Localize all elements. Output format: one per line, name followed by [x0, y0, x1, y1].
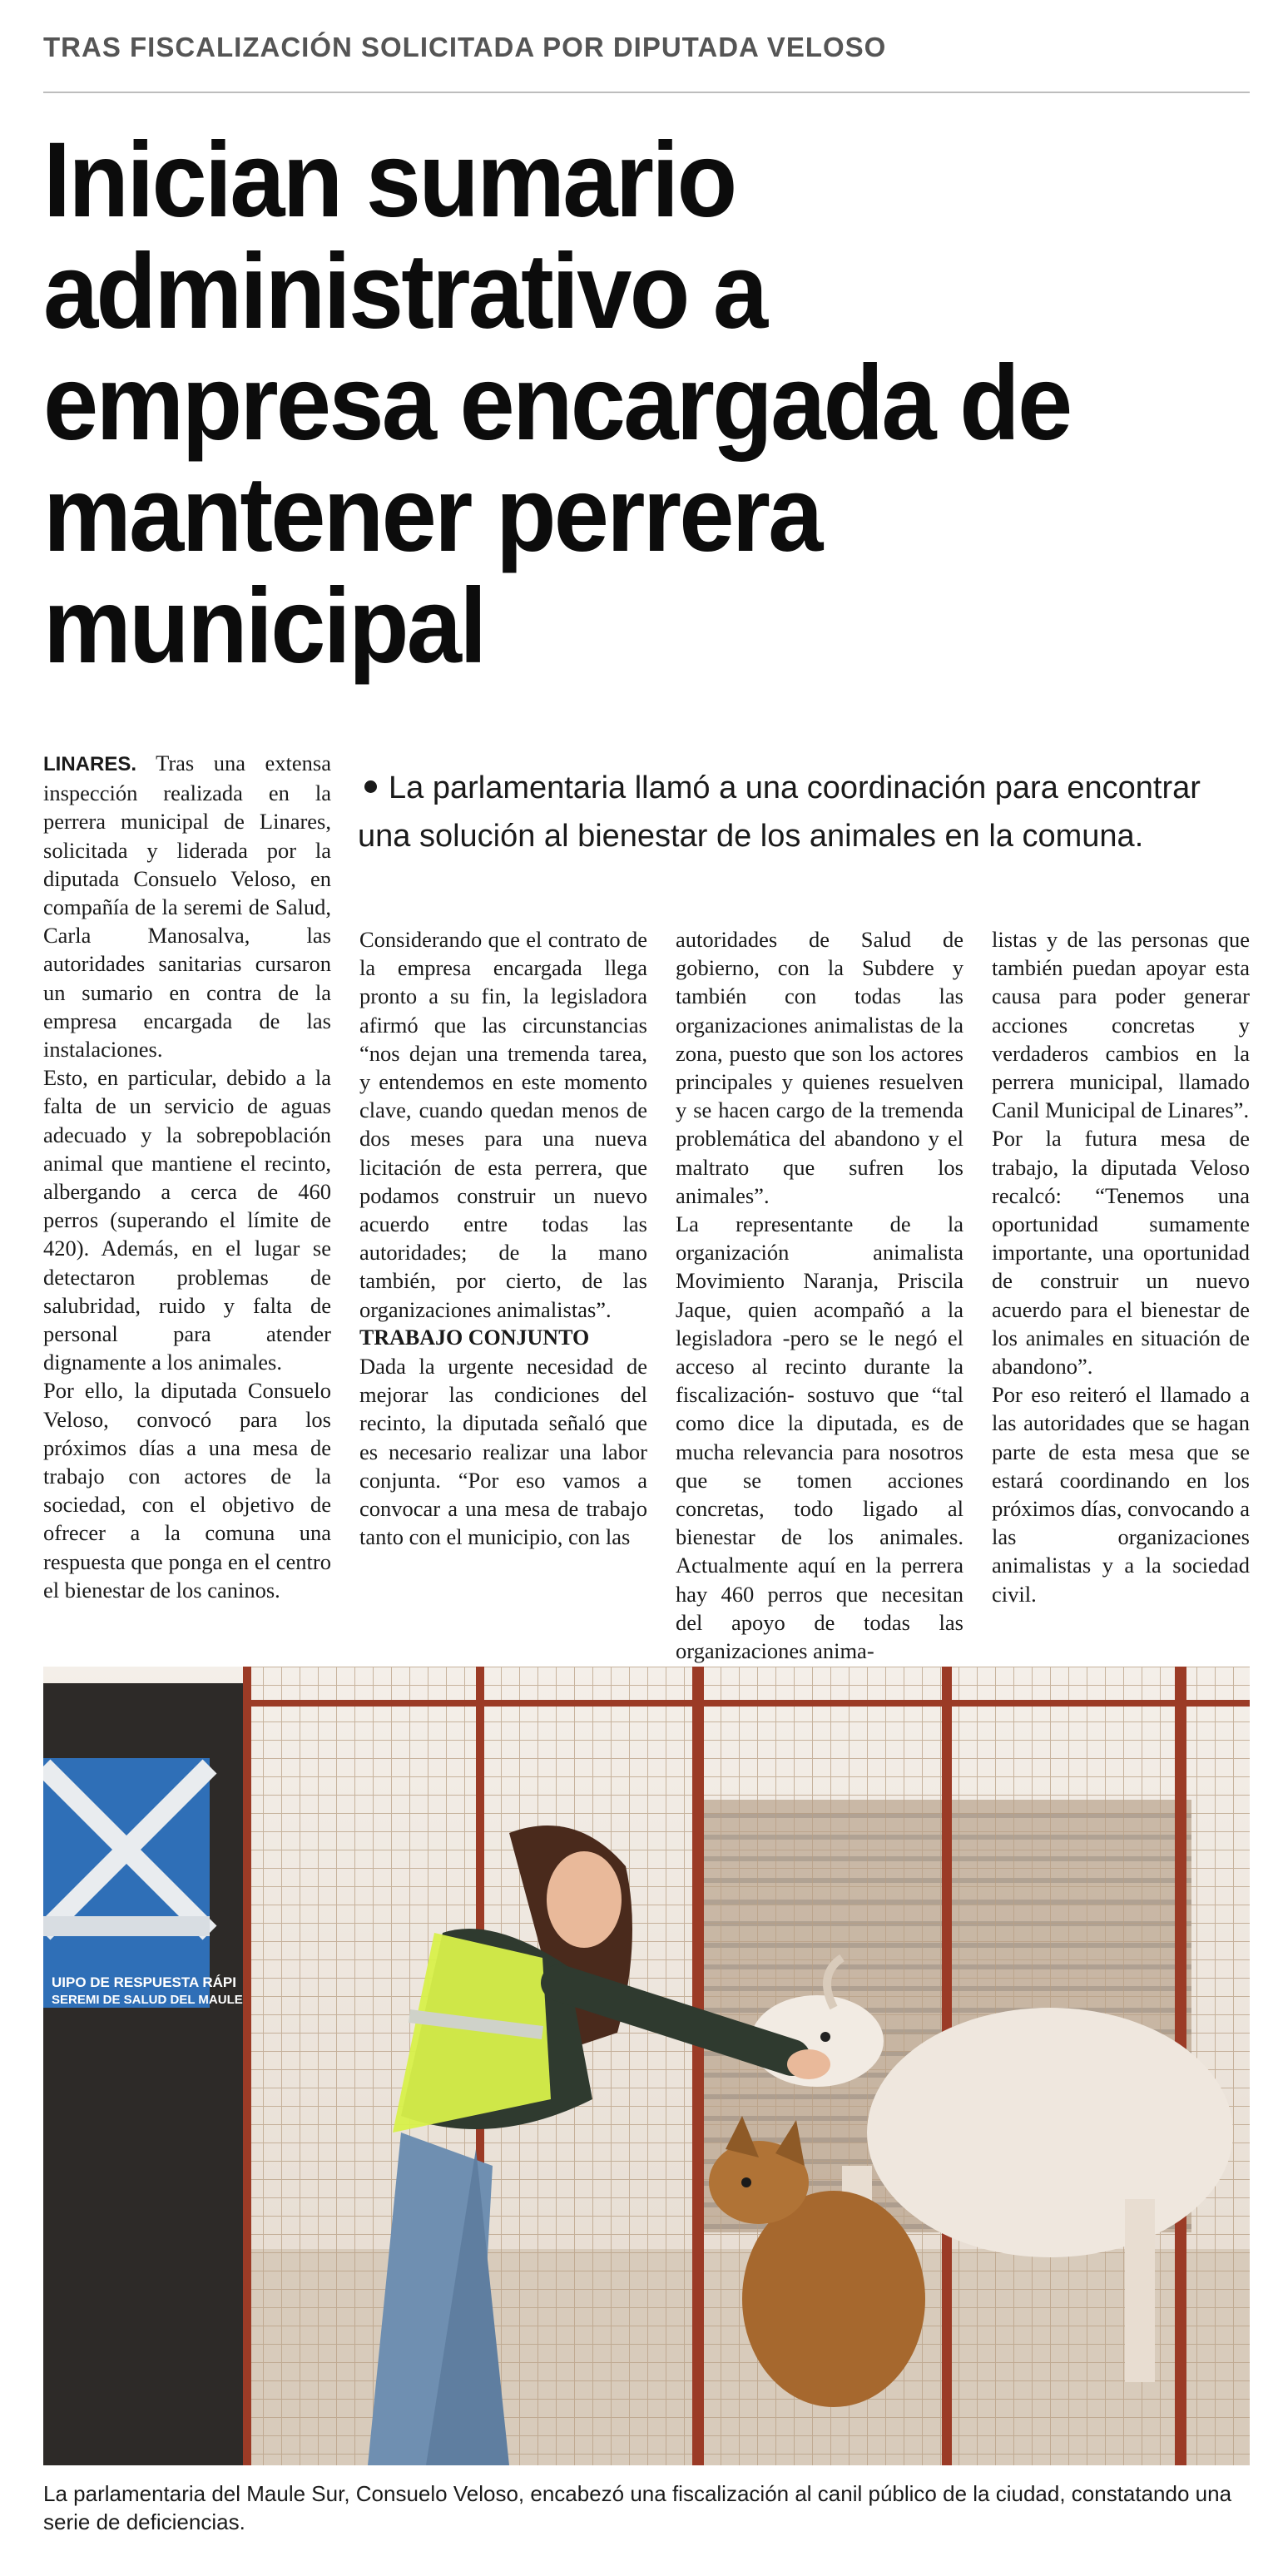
body-column-3 [676, 925, 963, 1665]
vest-text-2: SEREMI DE SALUD DEL MAULE [52, 1993, 243, 2007]
body-column-2 [359, 925, 647, 1551]
subhead: TRABAJO CONJUNTO [359, 1325, 590, 1350]
paragraph: La representante de la organización animalista Movimiento Naranja, Priscila Jaque, quien acompañó a la legisladora -pero se le negó el acceso al recinto durante la fiscalización- sostuvo que “tal como dice la diputada, es de mucha relevancia para nosotros que se tomen acciones concretas, todo ligado al bienestar de los animales. Actualmente aquí en la perrera hay 460 perros que necesitan del apoyo de todas las organizaciones anima- [676, 1211, 963, 1664]
photo-caption: La parlamentaria del Maule Sur, Consuelo Veloso, encabezó una fiscalización al canil público de la ciudad, constatando una serie de deficiencias. [43, 2481, 1232, 2534]
paragraph: listas y de las personas que también puedan apoyar esta causa para poder generar acciones concretas y verdaderos cambios en la perrera municipal, llamado Canil Municipal de Linares”. [992, 927, 1250, 1123]
deck: La parlamentaria llamó a una coordinación para encontrar una solución al bienestar de los animales en la comuna. [358, 770, 1201, 854]
news-photo [43, 1667, 1250, 2465]
paragraph: autoridades de Salud de gobierno, con la Subdere y también con todas las organizaciones animalistas de la zona, puesto que son los actores principales y quienes resuelven y se hacen cargo de la tremenda problemática del abandono y el maltrato que sufren los animales”. [676, 927, 963, 1208]
paragraph: Por eso reiteró el llamado a las autoridades que se hagan parte de esta mesa que se estará coordinando en los próximos días, convocando a las organizaciones animalistas y a la sociedad civil. [992, 1382, 1250, 1607]
paragraph: Considerando que el contrato de la empresa encargada llega pronto a su fin, la legisladora afirmó que las circunstancias “nos dejan una tremenda tarea, y entendemos en este momento clave, cuando quedan menos de dos meses para una nueva licitación de esta perrera, que podamos construir un nuevo acuerdo entre todas las autoridades; de la mano también, por cierto, de las organizaciones animalistas”. [359, 927, 647, 1322]
dateline: LINARES. [43, 753, 137, 775]
headline: Inician sumario administrativo a empresa encargada de mantener perrera municipal [43, 121, 1071, 686]
kicker-rule [43, 92, 1250, 93]
vest-text-1: UIPO DE RESPUESTA RÁPI [52, 1974, 236, 1990]
paragraph: Por ello, la diputada Consuelo Veloso, convocó para los próximos días a una mesa de trabajo con actores de la sociedad, con el objetivo de ofrecer a la comuna una respuesta que ponga en el centro el bienestar de los caninos. [43, 1378, 331, 1603]
kicker: TRAS FISCALIZACIÓN SOLICITADA POR DIPUTADA VELOSO [43, 32, 887, 62]
paragraph: LINARES. Tras una extensa inspección realizada en la perrera municipal de Linares, solicitada y liderada por la diputada Consuelo Veloso, en compañía de la seremi de Salud, Carla Manosalva, las autoridades sanitarias cursaron un sumario en contra de la empresa encargada de las instalaciones. [43, 751, 331, 1063]
bullet-icon [364, 780, 377, 793]
kennel-photo-illustration [43, 1667, 1250, 2465]
worker [43, 1683, 243, 2465]
paragraph: Dada la urgente necesidad de mejorar las condiciones del recinto, la diputada señaló que es necesario realizar una labor conjunta. “Por eso vamos a convocar a una mesa de trabajo tanto con el municipio, con las [359, 1354, 647, 1550]
paragraph: Esto, en particular, debido a la falta de un servicio de aguas adecuado y la sobrepoblación animal que mantiene el recinto, albergando a cerca de 460 perros (superando el límite de 420). Además, en el lugar se detectaron problemas de salubridad, ruido y falta de personal para atender dignamente a los animales. [43, 1065, 331, 1375]
paragraph: Por la futura mesa de trabajo, la diputada Veloso recalcó: “Tenemos una oportunidad sumamente importante, una oportunidad de construir un nuevo acuerdo para el bienestar de los animales en situación de abandono”. [992, 1126, 1250, 1380]
body-column-1 [43, 749, 331, 1604]
body-column-4 [992, 925, 1250, 1608]
